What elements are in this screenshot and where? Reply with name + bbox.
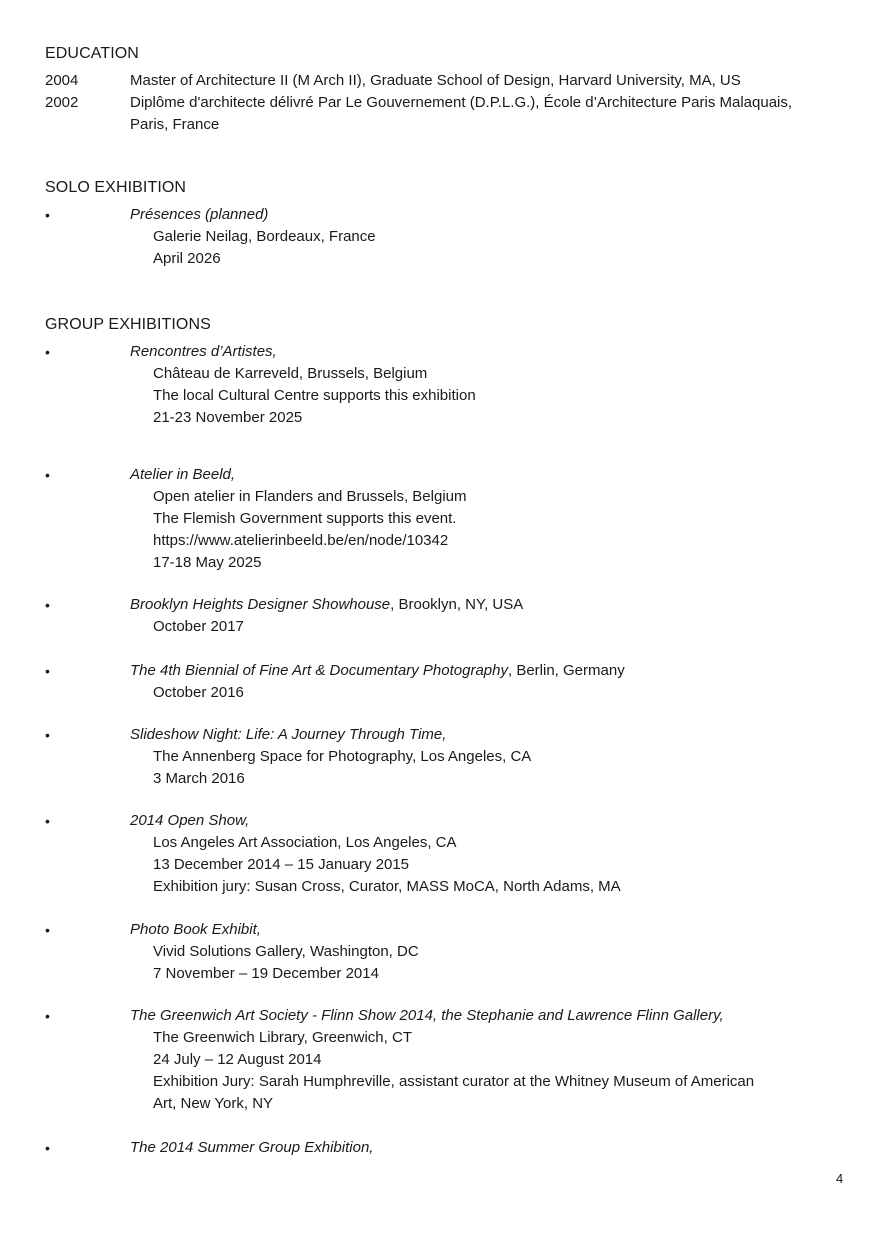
exhibition-detail: Château de Karreveld, Brussels, Belgium: [153, 365, 428, 382]
exhibition-detail: October 2016: [153, 684, 244, 701]
exhibition-title: Rencontres d’Artistes,: [130, 343, 277, 360]
exhibition-detail: Art, New York, NY: [153, 1095, 274, 1112]
solo-exhibition-heading: SOLO EXHIBITION: [45, 179, 187, 196]
exhibition-detail: 3 March 2016: [153, 770, 245, 787]
education-degree: Master of Architecture II (M Arch II), Graduate School of Design, Harvard University, MA, US: [130, 72, 741, 89]
exhibition-detail: April 2026: [153, 250, 221, 267]
exhibition-detail: Open atelier in Flanders and Brussels, Belgium: [153, 488, 467, 505]
education-row: [45, 92, 845, 136]
bullet: •: [45, 344, 50, 360]
exhibition-detail: Exhibition Jury: Sarah Humphreville, assistant curator at the Whitney Museum of American: [153, 1073, 755, 1090]
exhibition-detail: The Annenberg Space for Photography, Los Angeles, CA: [153, 748, 532, 765]
bullet: •: [45, 663, 50, 679]
exhibition-detail: Vivid Solutions Gallery, Washington, DC: [153, 943, 419, 960]
exhibition-title: Photo Book Exhibit,: [130, 921, 261, 938]
education-heading: EDUCATION: [45, 45, 139, 62]
education-year: 2004: [45, 72, 79, 89]
bullet: •: [45, 813, 50, 829]
exhibition-detail: The local Cultural Centre supports this exhibition: [153, 387, 476, 404]
exhibition-detail: 17-18 May 2025: [153, 554, 262, 571]
exhibition-link[interactable]: https://www.atelierinbeeld.be/en/node/10342: [153, 532, 449, 549]
bullet: •: [45, 727, 50, 743]
exhibition-title: 2014 Open Show,: [130, 812, 250, 829]
exhibition-detail: Los Angeles Art Association, Los Angeles, CA: [153, 834, 457, 851]
exhibition-detail: 21-23 November 2025: [153, 409, 303, 426]
education-degree: Diplôme d'architecte délivré Par Le Gouvernement (D.P.L.G.), École d’Architecture Paris Malaquais,: [130, 94, 793, 111]
page-number: 4: [836, 1171, 844, 1186]
bullet: •: [45, 922, 50, 938]
exhibition-detail: The Flemish Government supports this event.: [153, 510, 457, 527]
bullet: •: [45, 1140, 50, 1156]
exhibition-detail: The Greenwich Library, Greenwich, CT: [153, 1029, 412, 1046]
exhibition-detail: Exhibition jury: Susan Cross, Curator, MASS MoCA, North Adams, MA: [153, 878, 621, 895]
exhibition-title: The 2014 Summer Group Exhibition,: [130, 1139, 374, 1156]
exhibition-title: Présences (planned): [130, 206, 269, 223]
exhibition-detail: 24 July – 12 August 2014: [153, 1051, 322, 1068]
exhibition-title: Brooklyn Heights Designer Showhouse, Brooklyn, NY, USA: [130, 596, 524, 613]
education-year: 2002: [45, 94, 79, 111]
bullet: •: [45, 1008, 50, 1024]
education-row: [45, 70, 845, 92]
exhibition-title: The Greenwich Art Society - Flinn Show 2014, the Stephanie and Lawrence Flinn Gallery,: [130, 1007, 724, 1024]
exhibition-title: The 4th Biennial of Fine Art & Documentary Photography, Berlin, Germany: [130, 662, 625, 679]
exhibition-detail: October 2017: [153, 618, 244, 635]
exhibition-detail: 13 December 2014 – 15 January 2015: [153, 856, 410, 873]
exhibition-detail: 7 November – 19 December 2014: [153, 965, 379, 982]
exhibition-title: Slideshow Night: Life: A Journey Through Time,: [130, 726, 447, 743]
group-exhibitions-heading: GROUP EXHIBITIONS: [45, 316, 211, 333]
bullet: •: [45, 597, 50, 613]
exhibition-title: Atelier in Beeld,: [130, 466, 236, 483]
bullet: •: [45, 207, 50, 223]
exhibition-detail: Galerie Neilag, Bordeaux, France: [153, 228, 376, 245]
bullet: •: [45, 467, 50, 483]
education-degree-continued: Paris, France: [130, 116, 220, 133]
